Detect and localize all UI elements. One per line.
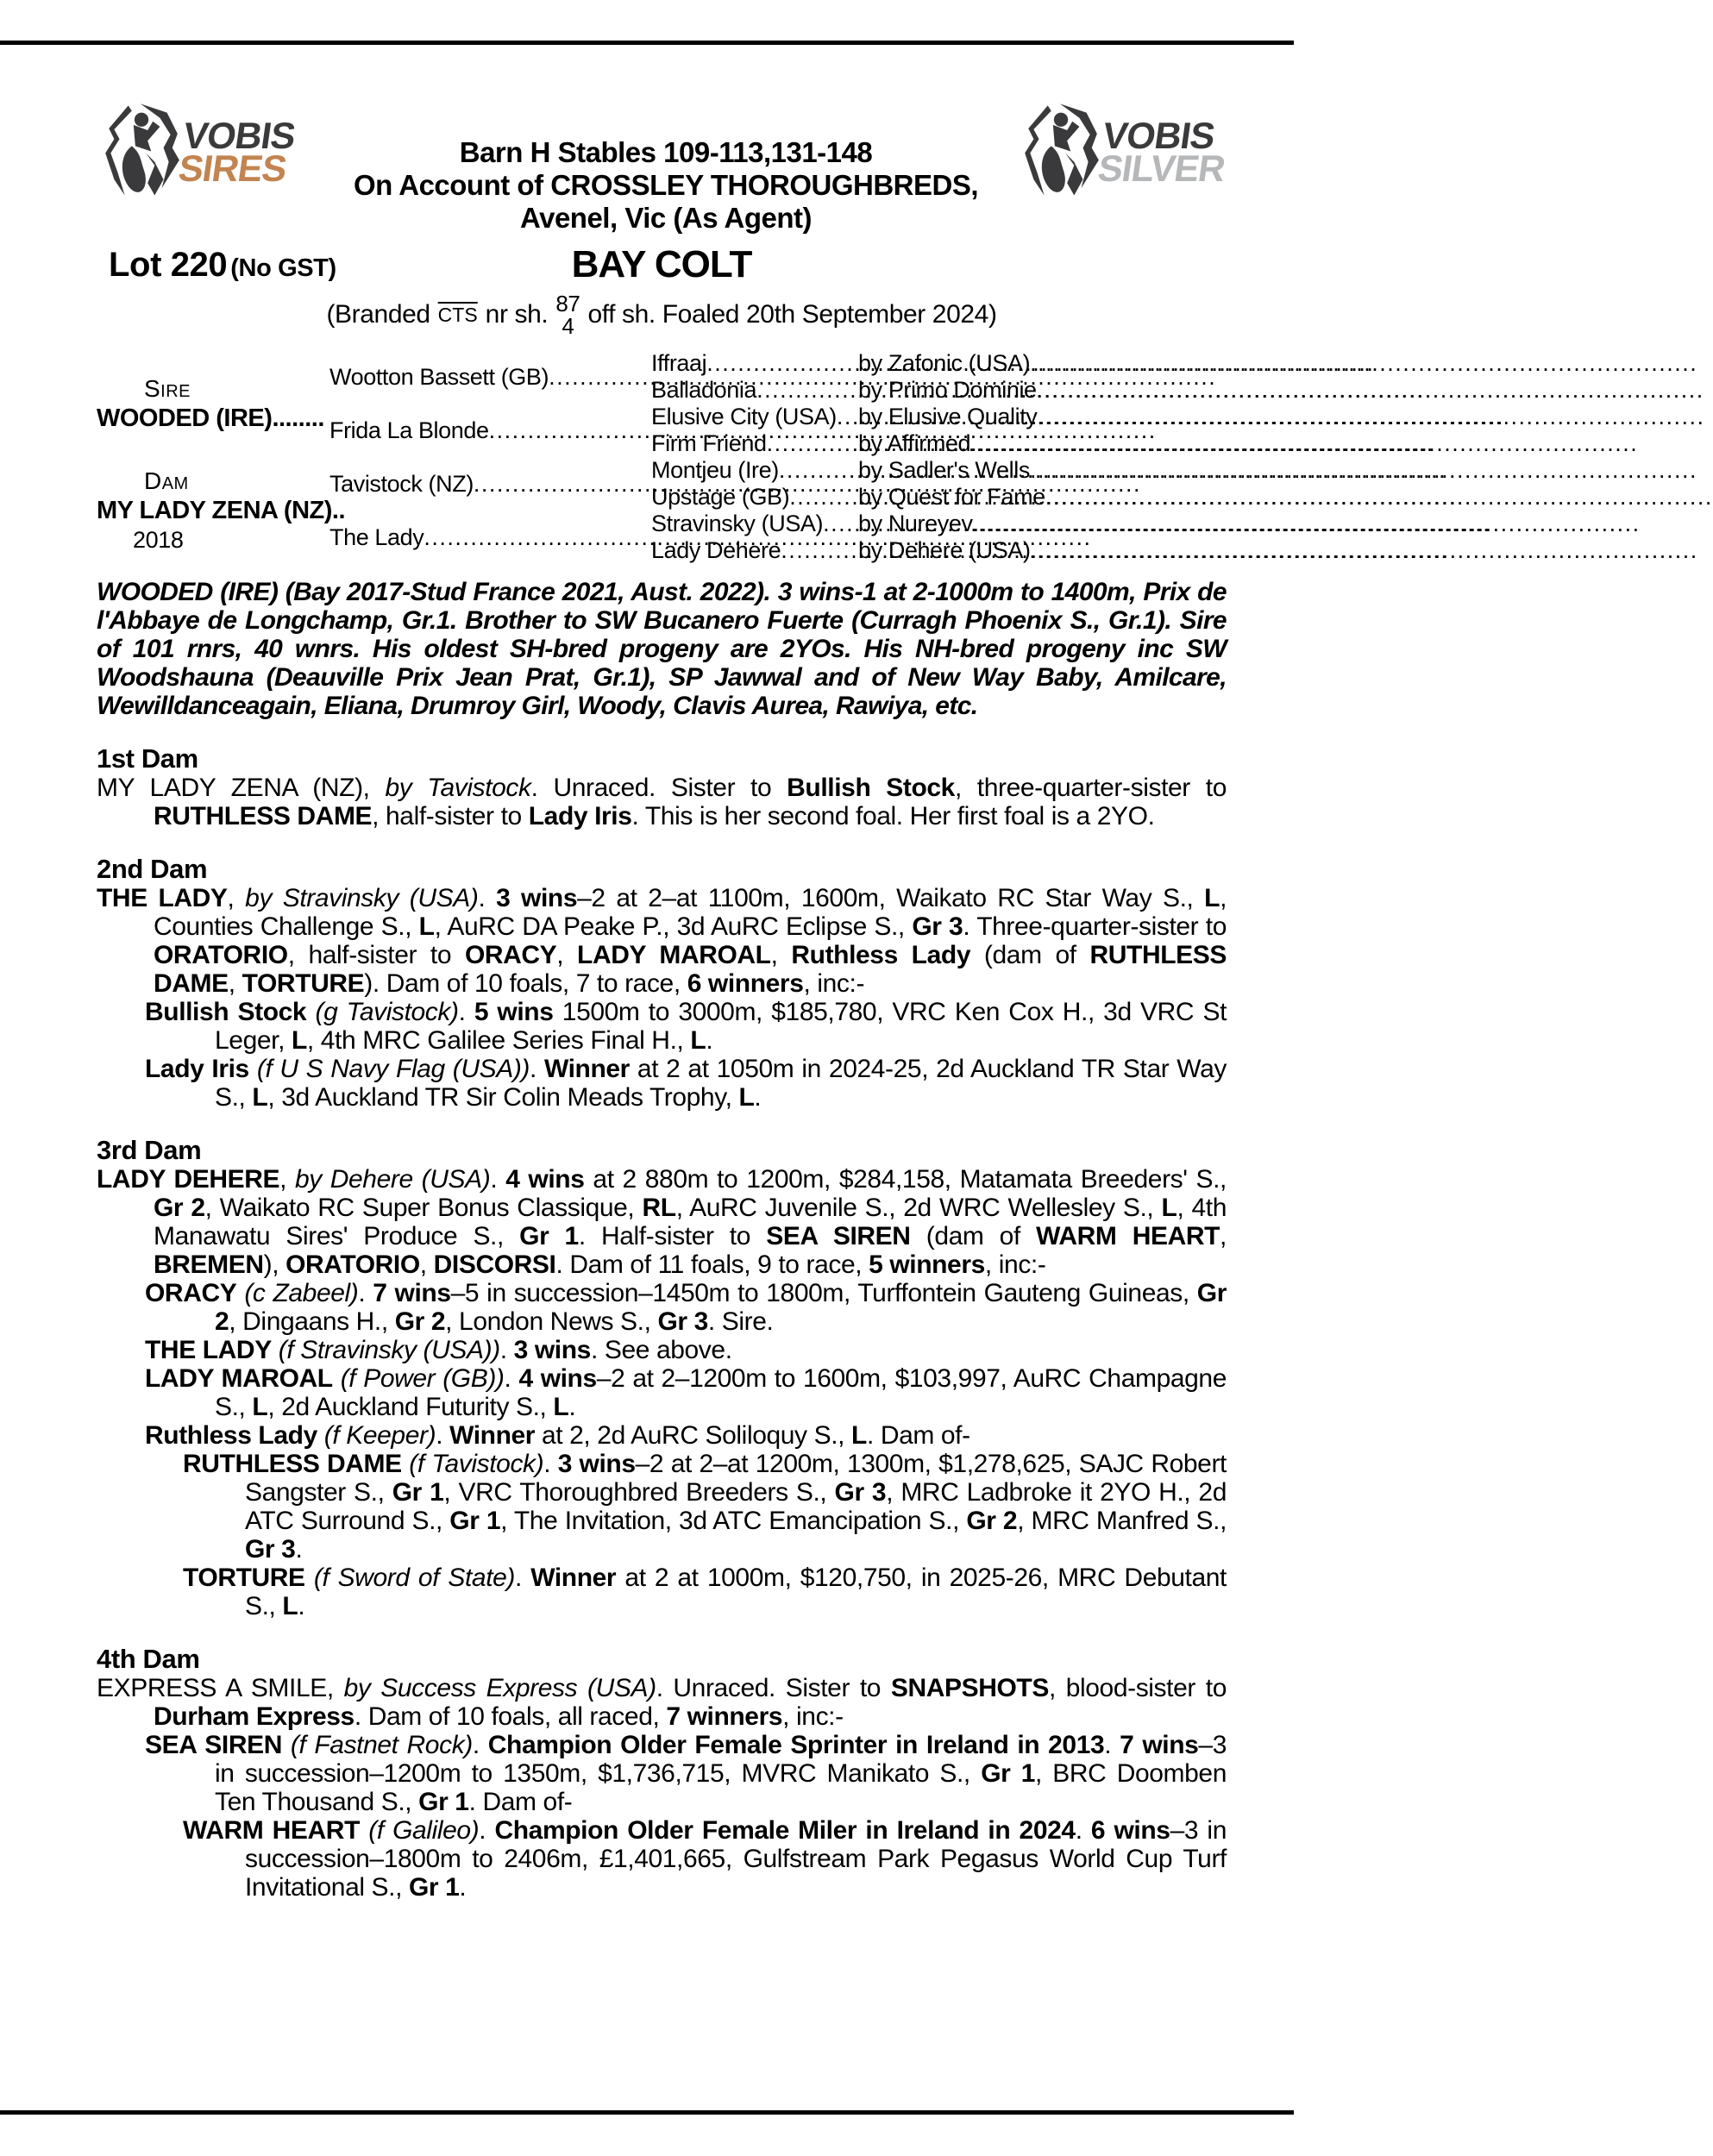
gen3-sire: by Nureyev .....	[858, 511, 1713, 537]
gen3-sire: by Zafonic (USA) .....	[858, 350, 1713, 377]
page-content	[97, 45, 1227, 1902]
sire-cell	[97, 350, 329, 457]
gen3-name: Upstage (GB) .....	[651, 484, 858, 511]
progeny-entry: THE LADY (f Stravinsky (USA)). 3 wins. See above.	[145, 1336, 732, 1364]
brand-mark: $\overline{CTS}$	[437, 303, 478, 326]
dam-year: 2018	[133, 527, 184, 553]
logo-word-vobis: VOBIS	[180, 116, 298, 157]
vobis-horse-icon	[1016, 93, 1104, 212]
gen3-sire: by Elusive Quality .....	[858, 404, 1713, 430]
progeny-entry: RUTHLESS DAME (f Tavistock). 3 wins–2 at 2–at 1200m, 1300m, $1,278,625, SAJC Robert Sangster S., Gr 1, VRC Thoroughbred Breeders S., Gr 3, MRC Ladbroke it 2YO H., 2d ATC Surround S., Gr 1, The Invitation, 3d ATC Emancipation S., Gr 2, MRC Manfred S., Gr 3.	[183, 1450, 1227, 1564]
gen3-sire: by Primo Dominie .....	[858, 377, 1713, 404]
progeny-entry: ORACY (c Zabeel). 7 wins–5 in succession–1450m to 1800m, Turffontein Gauteng Guineas, Gr 2, Dingaans H., Gr 2, London News S., Gr 3. Sire.	[145, 1279, 1227, 1336]
barn-line: Barn H Stables 109-113,131-148	[459, 136, 873, 168]
gen3-sire: by Dehere (USA) .....	[858, 537, 1713, 564]
vobis-sires-logo	[97, 93, 298, 212]
vobis-silver-logo-text	[1095, 116, 1232, 190]
progeny-entry: Lady Iris (f U S Navy Flag (USA)). Winner at 2 at 1050m in 2024-25, 2d Auckland TR Star Way S., L, 3d Auckland TR Sir Colin Meads Trophy, L.	[145, 1055, 1227, 1112]
branded-line	[97, 288, 1227, 342]
gst-label: (No GST)	[230, 254, 336, 282]
vobis-silver-logo	[1041, 93, 1227, 212]
progeny-entry: LADY MAROAL (f Power (GB)). 4 wins–2 at 2–1200m to 1600m, $103,997, AuRC Champagne S., L, 2d Auckland Futurity S., L.	[145, 1364, 1227, 1421]
section-header-3rd-dam: 3rd Dam	[97, 1135, 202, 1165]
lot-number: Lot 220	[109, 246, 228, 284]
account-line: On Account of CROSSLEY THOROUGHBREDS,	[353, 169, 979, 201]
gen3-sire: by Quest for Fame .....	[858, 484, 1713, 511]
logo-word-vobis: VOBIS	[1100, 116, 1217, 157]
section-header-4th-dam: 4th Dam	[97, 1644, 200, 1674]
vobis-horse-icon	[97, 93, 185, 212]
brand-number-bottom: 4	[562, 313, 574, 339]
section-header-1st-dam: 1st Dam	[97, 743, 198, 774]
bottom-rule	[0, 2110, 1294, 2115]
branded-nr-sh: nr sh.	[485, 300, 549, 329]
branded-prefix: (Branded	[326, 300, 430, 329]
location-line: Avenel, Vic (As Agent)	[519, 202, 813, 234]
second-dam-paragraph: THE LADY, by Stravinsky (USA). 3 wins–2 at 2–at 1100m, 1600m, Waikato RC Star Way S., L, Counties Challenge S., L, AuRC DA Peake P., 3d AuRC Eclipse S., Gr 3. Three-quarter-sister to ORATORIO, half-sister to ORACY, LADY MAROAL, Ruthless Lady (dam of RUTHLESS DAME, TORTURE). Dam of 10 foals, 7 to race, 6 winners, inc:-	[97, 884, 1227, 998]
third-dam-paragraph: LADY DEHERE, by Dehere (USA). 4 wins at 2 880m to 1200m, $284,158, Matamata Breeders' S., Gr 2, Waikato RC Super Bonus Classique, RL, AuRC Juvenile S., 2d WRC Wellesley S., L, 4th Manawatu Sires' Produce S., Gr 1. Half-sister to SEA SIREN (dam of WARM HEART, BREMEN), ORATORIO, DISCORSI. Dam of 11 foals, 9 to race, 5 winners, inc:-	[97, 1165, 1227, 1279]
progeny-entry: WARM HEART (f Galileo). Champion Older Female Miler in Ireland in 2024. 6 wins–3 in succession–1800m to 2406m, £1,401,665, Gulfstream Park Pegasus World Cup Turf Invitational S., Gr 1.	[183, 1816, 1227, 1902]
sire-summary: WOODED (IRE) (Bay 2017-Stud France 2021, Aust. 2022). 3 wins-1 at 2-1000m to 1400m, Prix de l'Abbaye de Longchamp, Gr.1. Brother to SW Bucanero Fuerte (Curragh Phoenix S., Gr.1). Sire of 101 rnrs, 40 wnrs. His oldest SH-bred progeny are 2YOs. His NH-bred progeny inc SW Woodshauna (Deauville Prix Jean Prat, Gr.1), SP Jawwal and of New Way Baby, Amilcare, Wewilldanceagain, Eliana, Drumroy Girl, Woody, Clavis Aurea, Rawiya, etc.	[97, 578, 1227, 720]
gen3-name: Firm Friend .....	[651, 430, 858, 457]
gen3-name: Elusive City (USA) .....	[651, 404, 858, 430]
fourth-dam-paragraph: EXPRESS A SMILE, by Success Express (USA). Unraced. Sister to SNAPSHOTS, blood-sister to Durham Express. Dam of 10 foals, all raced, 7 winners, inc:-	[97, 1674, 1227, 1731]
gen2-name: Wootton Bassett (GB) .....	[329, 350, 651, 404]
gen3-sire: by Affirmed .....	[858, 430, 1713, 457]
vobis-sires-logo-text	[175, 116, 298, 190]
progeny-entry: SEA SIREN (f Fastnet Rock). Champion Older Female Sprinter in Ireland in 2013. 7 wins–3 in succession–1200m to 1350m, $1,736,715, MVRC Manikato S., Gr 1, BRC Doomben Ten Thousand S., Gr 1. Dam of-	[145, 1731, 1227, 1816]
dam-name: MY LADY ZENA (NZ)..	[97, 497, 346, 524]
first-dam-paragraph: MY LADY ZENA (NZ), by Tavistock. Unraced. Sister to Bullish Stock, three-quarter-sister to RUTHLESS DAME, half-sister to Lady Iris. This is her second foal. Her first foal is a 2YO.	[97, 774, 1227, 830]
gen3-name: Balladonia .....	[651, 377, 858, 404]
section-header-2nd-dam: 2nd Dam	[97, 854, 208, 884]
progeny-entry: TORTURE (f Sword of State). Winner at 2 at 1000m, $120,750, in 2025-26, MRC Debutant S., L.	[183, 1564, 1227, 1620]
brand-number-fraction	[555, 292, 580, 337]
logo-word-sires: SIRES	[175, 148, 289, 190]
dam-cell	[97, 457, 346, 564]
progeny-entry: Bullish Stock (g Tavistock). 5 wins 1500m to 3000m, $185,780, VRC Ken Cox H., 3d VRC St Leger, L, 4th MRC Galilee Series Final H., L.	[145, 998, 1227, 1055]
page-title: BAY COLT	[571, 243, 752, 285]
sire-name: WOODED (IRE)........	[97, 404, 324, 432]
gen2-name: Tavistock (NZ) .....	[329, 457, 651, 511]
sire-label: Sire	[144, 374, 191, 402]
gen2-name: The Lady .....	[329, 511, 651, 564]
gen3-name: Iffraaj .....	[651, 350, 858, 377]
pedigree-table	[97, 350, 1227, 564]
brand-number-top: 87	[555, 291, 580, 317]
gen3-name: Stravinsky (USA) .....	[651, 511, 858, 537]
lot-row	[97, 240, 1227, 288]
gen3-name: Lady Dehere .....	[651, 537, 858, 564]
branded-suffix: off sh. Foaled 20th September 2024)	[587, 300, 997, 329]
logo-word-silver: SILVER	[1095, 148, 1227, 190]
gen3-name: Montjeu (Ire) .....	[651, 457, 858, 484]
header	[97, 93, 1227, 238]
gen2-name: Frida La Blonde .....	[329, 404, 651, 457]
consignor-block	[291, 93, 1041, 235]
progeny-entry: Ruthless Lady (f Keeper). Winner at 2, 2d AuRC Soliloquy S., L. Dam of-	[145, 1421, 970, 1450]
dam-label: Dam	[144, 467, 189, 494]
gen3-sire: by Sadler's Wells .....	[858, 457, 1713, 484]
